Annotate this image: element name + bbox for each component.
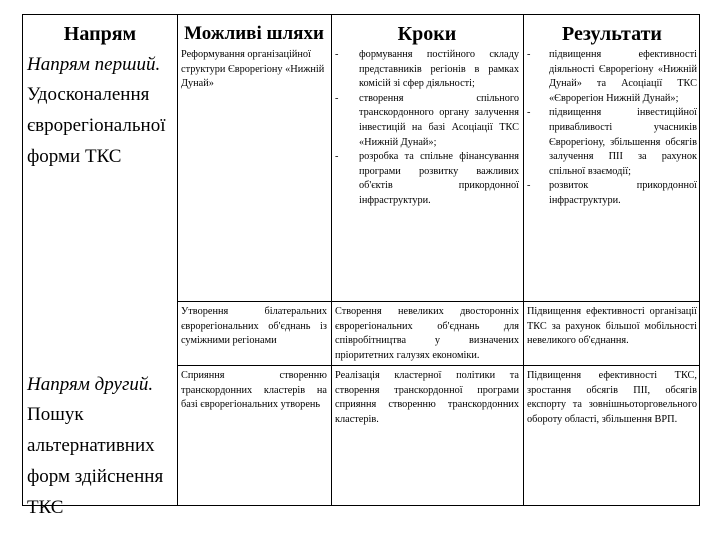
direction-one-text: Удосконалення єврорегіональної форми ТКС bbox=[27, 84, 166, 167]
bullet-dash: - bbox=[335, 92, 339, 104]
header-ways: Можливі шляхи bbox=[184, 23, 324, 44]
step-text: розробка та спільне фінансування програми розвитку важливих об'єктів прикордонної інфраструктури. bbox=[359, 151, 519, 206]
row-divider bbox=[177, 301, 699, 302]
step-item bbox=[335, 48, 519, 92]
direction-two-text: Пошук альтернативних форм здійснення ТКС bbox=[27, 404, 164, 518]
way-clusters: Сприяння створенню транскордонних кластерів на базі єврорегіональних утворень bbox=[181, 370, 327, 411]
steps-clusters: Реалізація кластерної політики та створення транскордонної програми сприяння створенню транскордонних кластерів. bbox=[335, 370, 519, 425]
row-divider bbox=[177, 365, 699, 366]
step-text: формування постійного складу представників регіонів в рамках комісій зі сфер діяльності; bbox=[359, 49, 519, 90]
steps-reform bbox=[335, 48, 519, 209]
strategy-table bbox=[22, 14, 700, 518]
header-steps: Кроки bbox=[397, 23, 457, 45]
results-list bbox=[527, 48, 697, 209]
bullet-dash: - bbox=[527, 107, 531, 119]
results-bilateral: Підвищення ефективності організації ТКС за рахунок більшої мобільності невеликого об'єднання. bbox=[527, 306, 697, 347]
bullet-dash: - bbox=[335, 49, 339, 60]
header-results: Результати bbox=[562, 23, 662, 45]
bullet-dash: - bbox=[527, 180, 531, 192]
steps-bilateral: Створення невеликих двосторонніх єврорегіональних об'єднань для співробітництва у визначених пріоритетних галузях економіки. bbox=[335, 306, 519, 361]
result-text: підвищення ефективності діяльності Єврорегіону «Нижній Дунай» та Асоціації ТКС «Єврорегіон Нижній Дунай»; bbox=[549, 49, 697, 104]
header-direction: Напрям bbox=[63, 23, 137, 45]
result-text: підвищення інвестиційної привабливості учасників Єврорегіону, збільшення обсягів залучення ПІІ за рахунок спільної взаємодії; bbox=[549, 107, 697, 177]
result-item bbox=[527, 179, 697, 208]
step-item bbox=[335, 92, 519, 150]
results-reform bbox=[527, 48, 697, 209]
results-clusters: Підвищення ефективності ТКС, зростання обсягів ПІІ, обсягів експорту та зовнішньоторговельного обороту області, збільшення ВРП. bbox=[527, 370, 697, 425]
direction-two bbox=[27, 371, 175, 523]
step-text: створення спільного транскордонного органу залучення інвестицій на базі Асоціації ТКС «Нижній Дунай»; bbox=[359, 92, 519, 148]
step-item bbox=[335, 150, 519, 208]
bullet-dash: - bbox=[527, 49, 531, 60]
bullet-dash: - bbox=[335, 151, 339, 163]
steps-list bbox=[335, 48, 519, 209]
column-divider bbox=[331, 15, 332, 505]
way-bilateral: Утворення білатеральних єврорегіональних об'єднань із суміжними регіонами bbox=[181, 306, 327, 347]
result-text: розвиток прикордонної інфраструктури. bbox=[549, 180, 697, 206]
column-divider bbox=[177, 15, 178, 505]
direction-one bbox=[27, 51, 175, 172]
column-divider bbox=[523, 15, 524, 505]
result-item bbox=[527, 106, 697, 179]
direction-two-label: Напрям другий. bbox=[27, 374, 154, 395]
way-reform: Реформування організаційної структури Єврорегіону «Нижній Дунай» bbox=[181, 49, 325, 90]
result-item bbox=[527, 48, 697, 106]
direction-one-label: Напрям перший. bbox=[27, 54, 161, 75]
